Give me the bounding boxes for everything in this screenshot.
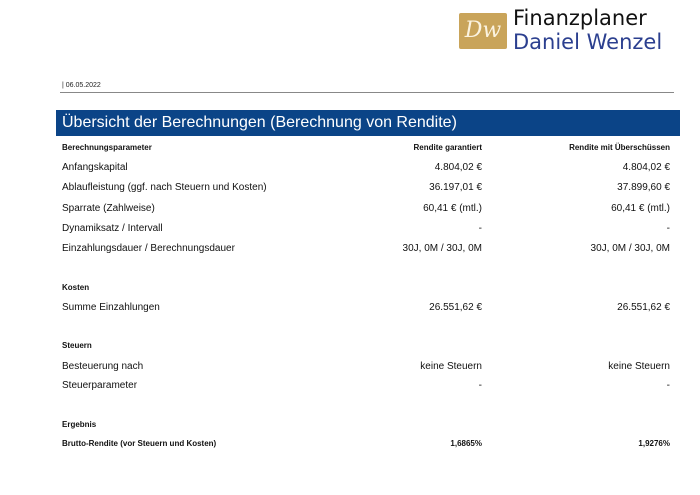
table-row [62,300,670,316]
row-value-2: keine Steuern [608,361,670,372]
row-label: Steuerparameter [62,380,138,391]
heading-text: Ergebnis [62,420,97,429]
row-label: Brutto-Rendite (vor Steuern und Kosten) [62,439,217,448]
row-value-1: 60,41 € (mtl.) [423,203,482,214]
row-value-2: - [666,223,670,234]
row-value-1: - [478,380,482,391]
table-row [62,359,670,375]
row-label: Einzahlungsdauer / Berechnungsdauer [62,243,235,254]
section-heading-kosten [62,280,670,296]
logo-letters: Dw [464,18,502,43]
row-value-2: 37.899,60 € [617,182,670,193]
header-col1: Rendite garantiert [413,143,482,152]
row-label: Summe Einzahlungen [62,302,160,313]
logo-icon [459,13,507,49]
row-value-2: - [666,380,670,391]
row-value-1: 26.551,62 € [429,302,482,313]
section-heading-ergebnis [62,417,670,433]
divider [60,92,674,93]
table-row-result [62,436,670,452]
row-label: Anfangskapital [62,162,128,173]
table-row [62,201,670,217]
row-label: Dynamiksatz / Intervall [62,223,163,234]
table-row [62,221,670,237]
document-date: | 06.05.2022 [62,82,101,89]
row-value-1: 36.197,01 € [429,182,482,193]
header-col2: Rendite mit Überschüssen [569,143,670,152]
table-row [62,378,670,394]
row-value-1: 4.804,02 € [434,162,482,173]
brand-line1: Finanzplaner [513,6,647,30]
row-value-1: - [478,223,482,234]
row-value-2: 4.804,02 € [622,162,670,173]
row-value-2: 60,41 € (mtl.) [611,203,670,214]
table-row [62,160,670,176]
row-value-1: keine Steuern [420,361,482,372]
row-value-2: 1,9276% [638,439,670,448]
row-label: Sparrate (Zahlweise) [62,203,155,214]
row-label: Besteuerung nach [62,361,144,372]
row-label: Ablaufleistung (ggf. nach Steuern und Kosten) [62,182,267,193]
table-row [62,180,670,196]
row-value-1: 30J, 0M / 30J, 0M [402,243,482,254]
header-param: Berechnungsparameter [62,143,152,152]
row-value-2: 30J, 0M / 30J, 0M [590,243,670,254]
section-title: Übersicht der Berechnungen (Berechnung von Rendite) [56,110,680,136]
row-value-2: 26.551,62 € [617,302,670,313]
heading-text: Steuern [62,341,92,350]
table-header [62,140,670,156]
table-row [62,241,670,257]
brand-line2: Daniel Wenzel [513,30,663,54]
row-value-1: 1,6865% [450,439,482,448]
heading-text: Kosten [62,283,90,292]
section-heading-steuern [62,338,670,354]
